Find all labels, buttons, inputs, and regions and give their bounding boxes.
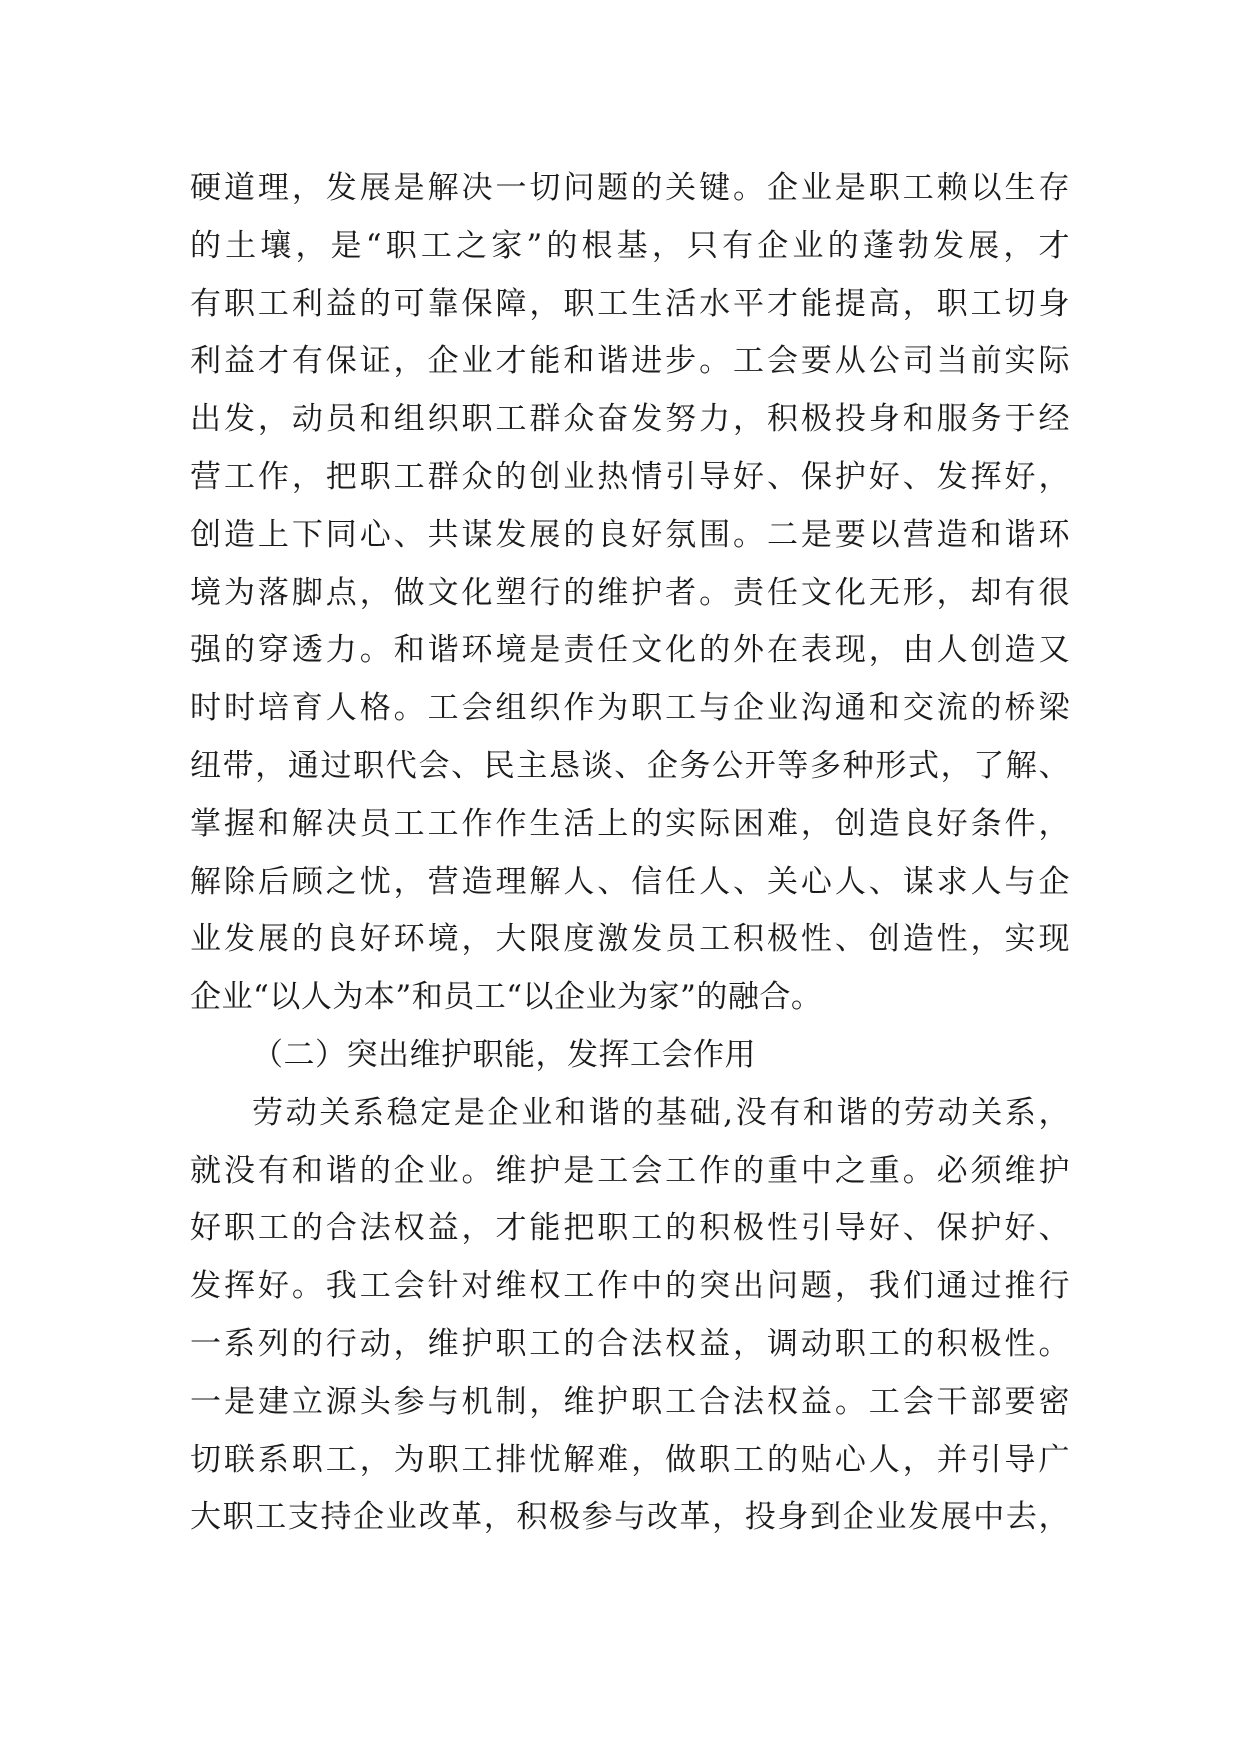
text-line: 强的穿透力。和谐环境是责任文化的外在表现，由人创造又: [190, 632, 1070, 669]
text-line: 就没有和谐的企业。维护是工会工作的重中之重。必须维护: [190, 1152, 1070, 1189]
text-line: 解除后顾之忧，营造理解人、信任人、关心人、谋求人与企: [190, 863, 1070, 900]
text-line: 切联系职工，为职工排忧解难，做职工的贴心人，并引导广: [190, 1441, 1070, 1478]
text-line: 时时培育人格。工会组织作为职工与企业沟通和交流的桥梁: [190, 690, 1070, 727]
text-line: 发挥好。我工会针对维权工作中的突出问题，我们通过推行: [190, 1268, 1070, 1305]
text-line: 一系列的行动，维护职工的合法权益，调动职工的积极性。: [190, 1325, 1070, 1362]
text-line: 创造上下同心、共谋发展的良好氛围。二是要以营造和谐环: [190, 516, 1070, 553]
text-line: 的土壤，是“职工之家”的根基，只有企业的蓬勃发展，才: [190, 227, 1070, 264]
body-text: [190, 160, 1070, 1547]
text-line: 出发，动员和组织职工群众奋发努力，积极投身和服务于经: [190, 401, 1070, 438]
text-line: 纽带，通过职代会、民主恳谈、企务公开等多种形式，了解、: [190, 747, 1070, 784]
text-line: 营工作，把职工群众的创业热情引导好、保护好、发挥好，: [190, 458, 1070, 495]
text-line: 业发展的良好环境，大限度激发员工积极性、创造性，实现: [190, 921, 1070, 958]
text-line: 一是建立源头参与机制，维护职工合法权益。工会干部要密: [190, 1383, 1070, 1420]
text-line: 境为落脚点，做文化塑行的维护者。责任文化无形，却有很: [190, 574, 1070, 611]
paragraph-start-line: 劳动关系稳定是企业和谐的基础,没有和谐的劳动关系，: [252, 1094, 1070, 1131]
text-line: 掌握和解决员工工作作生活上的实际困难，创造良好条件，: [190, 805, 1070, 842]
text-line: 好职工的合法权益，才能把职工的积极性引导好、保护好、: [190, 1210, 1070, 1247]
text-line: 大职工支持企业改革，积极参与改革，投身到企业发展中去，: [190, 1499, 1070, 1536]
text-line: 利益才有保证，企业才能和谐进步。工会要从公司当前实际: [190, 343, 1070, 380]
section-heading: （二）突出维护职能，发挥工会作用: [252, 1036, 756, 1073]
text-line: 硬道理，发展是解决一切问题的关键。企业是职工赖以生存: [190, 170, 1070, 206]
text-line: 有职工利益的可靠保障，职工生活水平才能提高，职工切身: [190, 285, 1070, 322]
paragraph-end-line: 企业“以人为本”和员工“以企业为家”的融合。: [190, 979, 823, 1016]
